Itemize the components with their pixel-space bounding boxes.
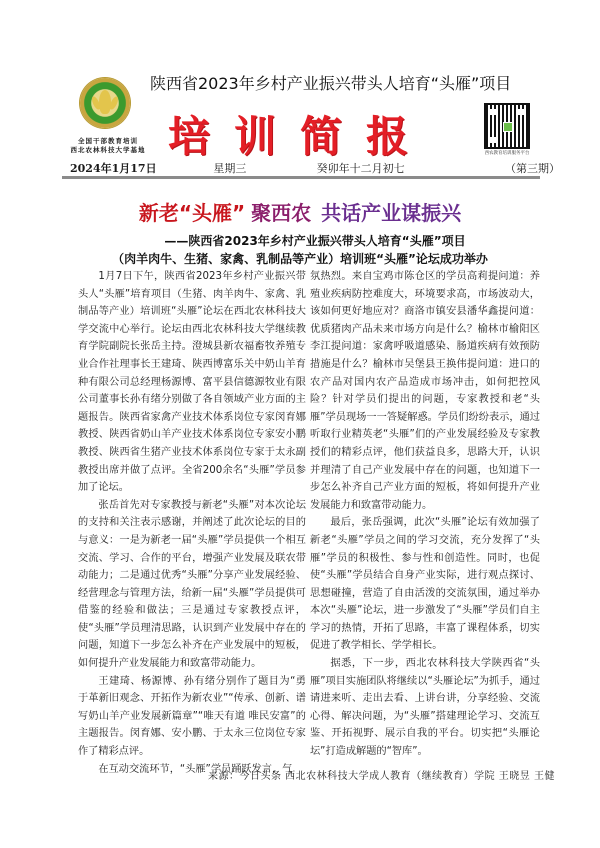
headline-part: 新老“头雁”	[138, 201, 246, 225]
masthead-title: 培训简报	[168, 112, 433, 161]
paragraph: 在互动交流环节，“头雁”学员踊跃发言，气	[98, 763, 293, 775]
headline-part: 聚西农	[251, 201, 312, 225]
logo-caption-line: 全国干部教育培训	[78, 137, 138, 145]
article-subheading: ——陕西省2023年乡村产业振兴带头人培育“头雁”项目	[164, 234, 466, 248]
article-headline	[0, 197, 600, 226]
paragraph: 张岳首先对专家教授与新老“头雁”对本次论坛的支持和关注表示感谢，并阐述了此次论坛的目的与意义：一是为新老一届“头雁”学员提供一个相互交流、学习、合作的平台，增强产业发展及联农带动能力；二是通过优秀“头雁”分享产业发展经验、经营理念与管理方法，给新一届“头雁”学员提供可借鉴的经验和做法；三是通过专家教授点评，使“头雁”学员理清思路，认识到产业发展中存在的问题，知道下一步怎么补齐在产业发展中的短板，如何提升产业发展能力和致富带动能力。	[78, 499, 306, 670]
article-column-left	[78, 268, 306, 778]
qr-caption: 西农教育培训服务平台	[484, 151, 530, 156]
logo-caption	[68, 137, 148, 155]
university-logo	[80, 78, 130, 128]
paragraph: 氛热烈。来自宝鸡市陈仓区的学员高莉提问道：养殖业疾病防控难度大，环境要求高，市场波动大，该如何更好地应对？商洛市镇安县潘华鑫提问道：优质猪肉产品未来市场方向是什么？榆林市榆阳区李江提问道：家禽呼吸道感染、肠道疾病有效预防措施是什么？榆林市吴堡县王换伟提问道：进口的农产品对国内农产品造成市场冲击，如何把控风险？针对学员们提出的问题，专家教授和老“头雁”学员现场一一答疑解惑。学员们纷纷表示，通过听取行业精英老“头雁”们的产业发展经验及专家教授们的精彩点评，他们获益良多，思路大开，认识并理清了自己产业发展中存在的问题，也知道下一步怎么补齐自己产业方面的短板，将如何提升产业发展能力和致富带动能力。	[310, 271, 540, 511]
header-divider	[62, 176, 540, 179]
weekday: 星期三	[213, 162, 247, 175]
article-column-right	[310, 268, 540, 761]
headline-part: 共话产业谋振兴	[321, 201, 462, 225]
wheat-icon	[99, 90, 111, 114]
project-title: 陕西省2023年乡村产业振兴带头人培育“头雁”项目	[150, 74, 512, 93]
logo-caption-line: 西北农林科技大学基地	[70, 146, 146, 154]
paragraph: 据悉，下一步，西北农林科技大学陕西省“头雁”项目实施团队将继续以“头雁论坛”为抓手，通过请进来听、走出去看、上讲台讲，分享经验、交流心得、解决问题，为“头雁”搭建理论学习、交流互鉴、开拓视野、展示自我的平台。切实把“头雁论坛”打造成解题的“智库”。	[310, 658, 540, 758]
issue-number: （第三期）	[504, 162, 560, 175]
qr-code-icon	[484, 103, 530, 149]
paragraph: 1月7日下午，陕西省2023年乡村产业振兴带头人“头雁”培育项目（生猪、肉羊肉牛、家禽、乳制品等产业）培训班“头雁”论坛在西北农林科技大学交流中心举行。论坛由西北农林科技大学继续教育学院副院长张岳主持。澄城县新农福畜牧养殖专业合作社理事长王建琦、陕西博富乐关中奶山羊育种有限公司总经理杨源博、富平县信德源牧业有限公司董事长孙有绪分别做了各自领域产业方面的主题报告。陕西省家禽产业技术体系岗位专家闵育娜教授、陕西省奶山羊产业技术体系岗位专家安小鹏教授、陕西省生猪产业技术体系岗位专家于太永副教授出席并做了点评。全省200余名“头雁”学员参加了论坛。	[78, 271, 306, 494]
paragraph: 王建琦、杨源博、孙有绪分别作了题目为“勇于革新旧观念、开拓作为新农业”“传承、创新、谱写奶山羊产业发展新篇章”“唯天有道 唯民安富”的主题报告。闵育娜、安小鹏、于太永三位岗位专家作了精彩点评。	[78, 675, 306, 758]
paragraph: 最后，张岳强调，此次“头雁”论坛有效加强了新老“头雁”学员之间的学习交流，充分发挥了“头雁”学员的积极性、参与性和创造性。同时，也促使“头雁”学员结合自身产业实际，进行观点探讨、思想碰撞，营造了自由活泼的交流氛围，通过举办本次“头雁”论坛，进一步激发了“头雁”学员们自主学习的热情，开拓了思路，丰富了课程体系，切实促进了教学相长、学学相长。	[310, 517, 540, 652]
lunar-date: 癸卯年十二月初七	[316, 162, 405, 175]
dateline	[70, 160, 560, 176]
issue-date: 2024年1月17日	[70, 162, 157, 175]
article-source: 来源：今日头条 西北农林科技大学成人教育（继续教育）学院 王晓昱 王健	[207, 771, 555, 782]
article-subheading: （肉羊肉牛、生猪、家禽、乳制品等产业）培训班“头雁”论坛成功举办	[112, 252, 488, 266]
